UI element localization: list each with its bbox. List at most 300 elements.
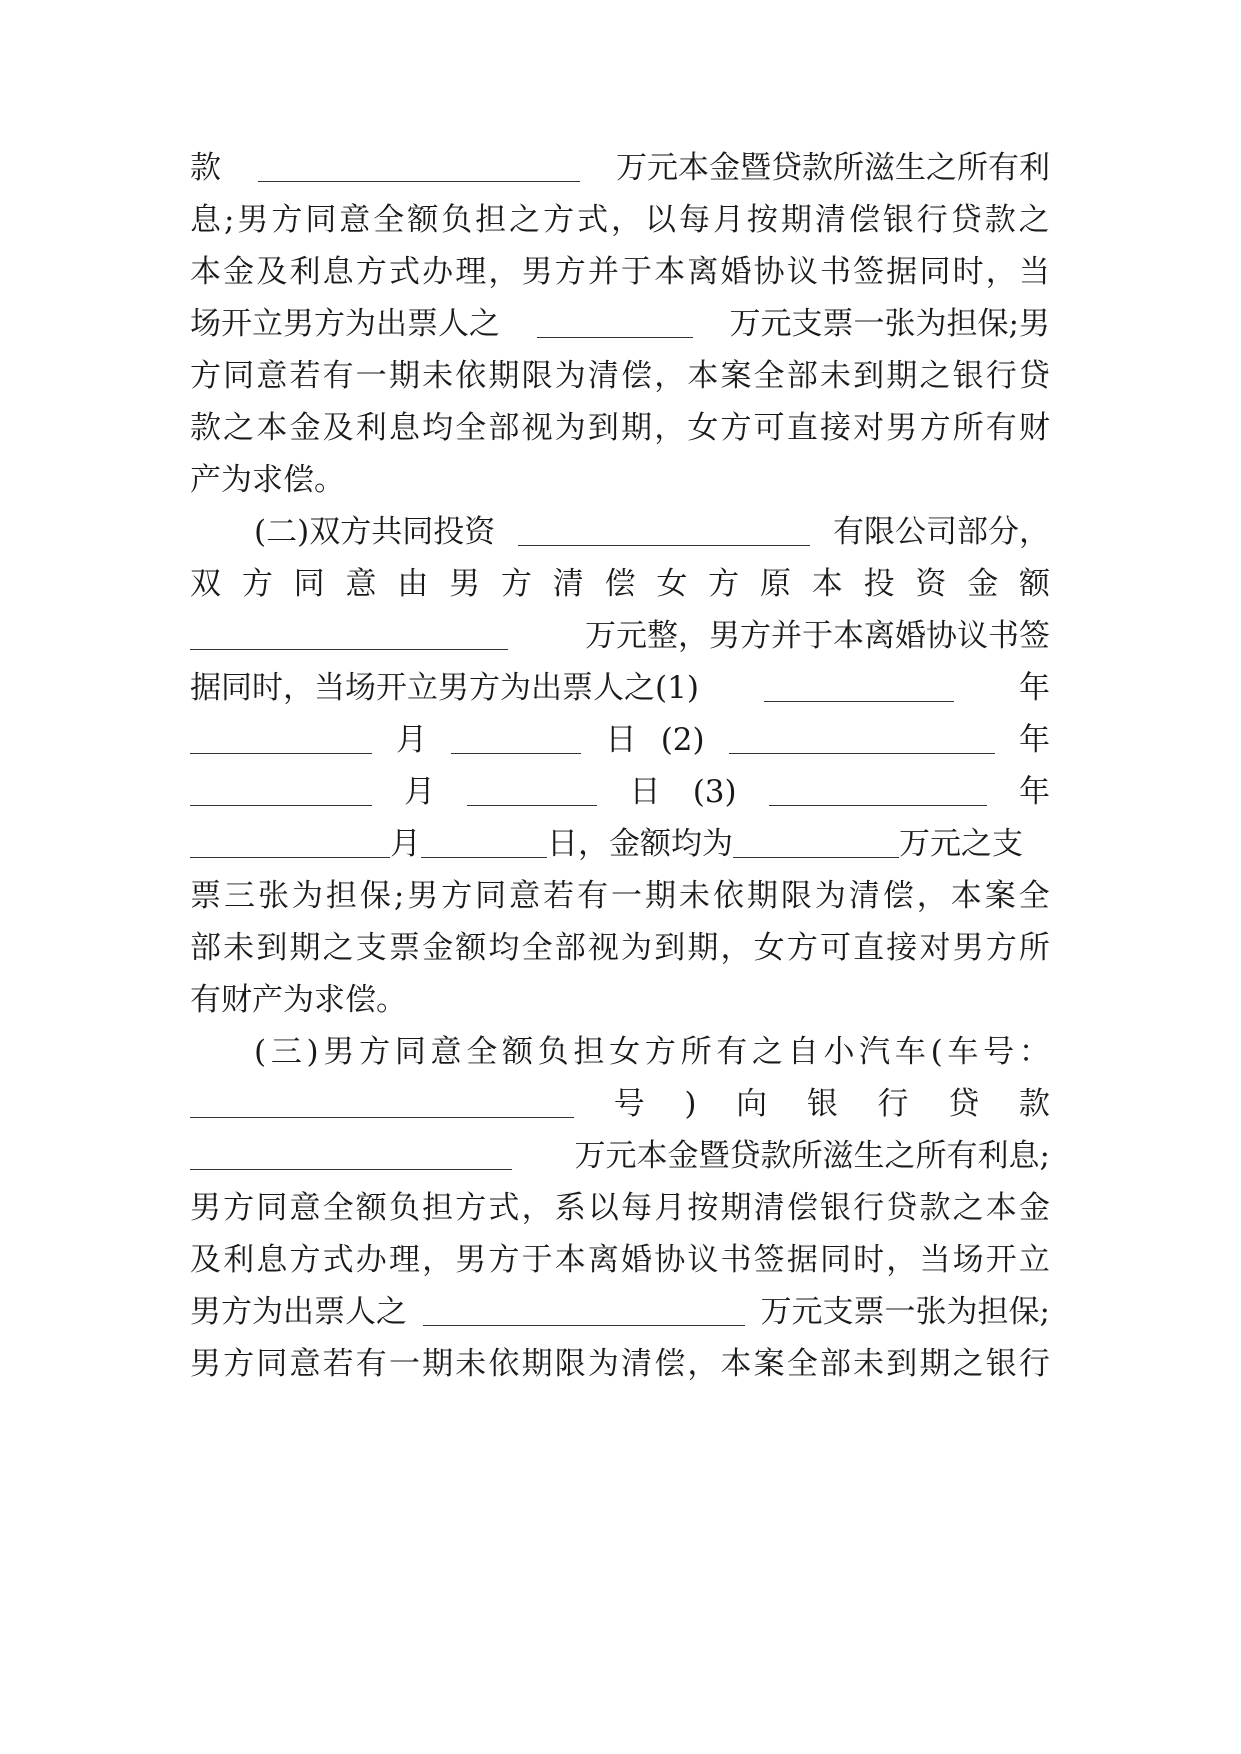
- text-char: 车: [894, 1034, 926, 1070]
- text-char: 之: [223, 410, 255, 446]
- text-char: 原: [759, 566, 791, 602]
- text-char: 办: [355, 1242, 387, 1278]
- text-line: [190, 1240, 1050, 1280]
- text-char: 部: [786, 358, 818, 394]
- text-char: 一: [388, 1346, 420, 1382]
- text-char: 担: [325, 878, 357, 914]
- text-char: 同: [256, 1346, 288, 1382]
- text-char: 均: [422, 410, 454, 446]
- text-char: 方: [355, 254, 387, 290]
- text-char: 直: [853, 930, 885, 966]
- text-char: 全: [322, 1190, 354, 1226]
- text-char: 本: [256, 410, 288, 446]
- text-char: 据: [786, 1242, 818, 1278]
- text-segment: [190, 564, 1050, 604]
- text-char: 行: [985, 358, 1017, 394]
- text-char: 担: [422, 1190, 454, 1226]
- text-char: 由: [397, 566, 429, 602]
- text-segment: (二)双方共同投资: [254, 514, 496, 550]
- text-char: 为: [814, 878, 846, 914]
- text-char: 方: [223, 1346, 255, 1382]
- text-line: [190, 564, 1050, 604]
- text-char: 汽: [859, 1034, 891, 1070]
- text-segment: [190, 1188, 1050, 1228]
- text-char: 同: [475, 878, 507, 914]
- text-char: 离: [587, 1242, 619, 1278]
- text-line: [190, 304, 1050, 344]
- text-char: 息: [190, 202, 221, 238]
- text-char: 每: [621, 1190, 653, 1226]
- text-segment: 日: [605, 722, 637, 758]
- text-char: 额: [501, 1034, 533, 1070]
- text-char: 负: [441, 202, 473, 238]
- text-char: 月: [712, 202, 744, 238]
- text-char: 婚: [720, 254, 752, 290]
- text-char: 所: [680, 1034, 712, 1070]
- text-char: 资: [915, 566, 947, 602]
- text-char: 直: [786, 410, 818, 446]
- text-char: 有: [355, 1346, 387, 1382]
- text-char: 办: [422, 254, 454, 290]
- text-char: 场: [952, 1242, 984, 1278]
- text-char: 议: [687, 1242, 719, 1278]
- text-char: 双: [190, 566, 221, 602]
- text-segment: 日，金额均为: [547, 826, 733, 862]
- text-char: 息: [388, 410, 420, 446]
- text-char: 签: [753, 1242, 785, 1278]
- text-char: 一: [355, 358, 387, 394]
- text-char: 本: [190, 254, 221, 290]
- text-char: 投: [863, 566, 895, 602]
- text-char: 男: [407, 878, 439, 914]
- text-char: (: [930, 1034, 943, 1070]
- text-char: 若: [322, 1346, 354, 1382]
- text-char: 支: [355, 930, 387, 966]
- text-segment: [190, 356, 1050, 396]
- text-char: 部: [554, 930, 586, 966]
- text-char: 之: [322, 930, 354, 966]
- text-char: 理: [388, 1242, 420, 1278]
- text-segment: 日: [629, 774, 661, 810]
- text-char: 以: [587, 1190, 619, 1226]
- text-char: 为: [554, 410, 586, 446]
- text-char: 系: [554, 1190, 586, 1226]
- fill-in-blank: [518, 537, 810, 546]
- text-segment: 月: [404, 774, 436, 810]
- text-char: 开: [985, 1242, 1017, 1278]
- text-line: [190, 876, 1050, 916]
- fill-in-blank: [258, 173, 580, 182]
- text-char: 金: [223, 254, 255, 290]
- text-segment: 有限公司部分，: [832, 514, 1050, 550]
- text-char: 未: [853, 1346, 885, 1382]
- text-char: 银: [985, 1346, 1017, 1382]
- text-segment: (2): [660, 722, 705, 758]
- text-line: [190, 1136, 1050, 1176]
- text-char: 依: [712, 878, 744, 914]
- text-char: ，: [654, 358, 686, 394]
- fill-in-blank: [421, 849, 547, 858]
- text-char: 方: [488, 1242, 520, 1278]
- text-char: 票: [388, 930, 420, 966]
- text-segment: 月: [390, 826, 421, 862]
- text-char: 女: [609, 1034, 641, 1070]
- text-char: 方: [359, 1034, 391, 1070]
- text-char: 利: [355, 410, 387, 446]
- text-char: 利: [289, 254, 321, 290]
- text-char: 案: [984, 878, 1016, 914]
- text-line: [190, 460, 1050, 500]
- text-char: ，: [916, 878, 948, 914]
- text-segment: 银: [806, 1086, 838, 1122]
- text-char: 接: [886, 930, 918, 966]
- text-char: 未: [422, 358, 454, 394]
- text-char: 方: [786, 930, 818, 966]
- text-char: 方: [500, 566, 532, 602]
- text-char: 男: [952, 930, 984, 966]
- text-char: 意: [339, 202, 371, 238]
- text-char: 立: [1018, 1242, 1050, 1278]
- text-char: 小: [823, 1034, 855, 1070]
- text-char: 所: [1018, 930, 1050, 966]
- text-char: 方: [708, 566, 740, 602]
- text-char: 方: [919, 410, 951, 446]
- text-segment: 年: [1018, 774, 1050, 810]
- text-char: 为: [291, 878, 323, 914]
- text-line: [254, 1032, 1050, 1072]
- text-char: 部: [190, 930, 221, 966]
- text-segment: [190, 200, 1050, 240]
- text-char: 贷: [886, 1190, 918, 1226]
- text-char: ，: [886, 1242, 918, 1278]
- text-char: 之: [952, 1190, 984, 1226]
- fill-in-blank: [190, 1109, 574, 1118]
- text-char: 全: [753, 358, 785, 394]
- text-segment: 场开立男方为出票人之: [190, 306, 500, 342]
- text-line: [190, 928, 1050, 968]
- text-char: 对: [853, 410, 885, 446]
- text-char: 式: [388, 254, 420, 290]
- text-segment: 据同时，当场开立男方为出票人之(1): [190, 670, 699, 706]
- text-char: 若: [543, 878, 575, 914]
- text-char: 款: [919, 1190, 951, 1226]
- text-char: 自: [787, 1034, 819, 1070]
- text-char: 本: [811, 566, 843, 602]
- text-char: ): [306, 1034, 319, 1070]
- text-char: 贷: [950, 202, 982, 238]
- text-char: 并: [587, 254, 619, 290]
- text-char: 期: [780, 202, 812, 238]
- text-char: 清: [814, 202, 846, 238]
- text-char: 方: [985, 930, 1017, 966]
- text-char: 担: [475, 202, 507, 238]
- text-char: 额: [407, 202, 439, 238]
- text-char: 方: [554, 254, 586, 290]
- text-char: 时: [952, 254, 984, 290]
- text-char: 行: [853, 1190, 885, 1226]
- text-char: 全: [1018, 878, 1050, 914]
- text-char: 全: [373, 202, 405, 238]
- text-char: 方: [289, 1242, 321, 1278]
- text-segment: 款: [1018, 1086, 1050, 1122]
- text-line: [190, 252, 1050, 292]
- text-char: 偿: [848, 202, 880, 238]
- text-char: 女: [656, 566, 688, 602]
- text-line: [190, 1344, 1050, 1384]
- text-char: 同: [394, 1034, 426, 1070]
- text-char: 期: [521, 1346, 553, 1382]
- fill-in-blank: [451, 745, 581, 754]
- text-segment: [190, 876, 1050, 916]
- text-segment: 有财产为求偿。: [190, 982, 407, 1018]
- text-line: [190, 1292, 1050, 1332]
- text-char: 式: [577, 202, 609, 238]
- text-char: 到: [256, 930, 288, 966]
- text-char: 保: [359, 878, 391, 914]
- text-char: 方: [720, 410, 752, 446]
- text-char: 男: [190, 1346, 221, 1382]
- text-char: 银: [819, 1190, 851, 1226]
- text-char: 额: [1019, 566, 1050, 602]
- text-char: 款: [984, 202, 1016, 238]
- text-char: 所: [952, 410, 984, 446]
- text-char: 号: [983, 1034, 1015, 1070]
- fill-in-blank: [423, 1317, 745, 1326]
- text-char: 意: [345, 566, 377, 602]
- text-line: [190, 200, 1050, 240]
- text-char: 月: [654, 1190, 686, 1226]
- text-char: 本: [554, 1242, 586, 1278]
- text-segment: 向: [736, 1086, 768, 1122]
- text-char: ，: [985, 254, 1017, 290]
- text-char: 期: [289, 930, 321, 966]
- text-char: 若: [289, 358, 321, 394]
- text-char: 男: [323, 1034, 355, 1070]
- text-char: 银: [882, 202, 914, 238]
- text-char: 于: [521, 1242, 553, 1278]
- text-char: 期: [720, 1190, 752, 1226]
- text-char: 及: [190, 1242, 221, 1278]
- text-char: 时: [853, 1242, 885, 1278]
- text-line: [190, 772, 1050, 812]
- text-segment: 万元本金暨贷款所滋生之所有利: [616, 150, 1050, 186]
- fill-in-blank: [769, 797, 987, 806]
- text-char: 同: [919, 254, 951, 290]
- text-char: 金: [967, 566, 999, 602]
- text-char: 息: [322, 254, 354, 290]
- text-char: 清: [552, 566, 584, 602]
- text-char: 同: [256, 1190, 288, 1226]
- text-char: 协: [654, 1242, 686, 1278]
- text-segment: 号: [613, 1086, 645, 1122]
- text-char: 意: [256, 358, 288, 394]
- text-char: (: [254, 1034, 267, 1070]
- text-char: 行: [916, 202, 948, 238]
- text-char: 负: [388, 1190, 420, 1226]
- text-segment: (3): [692, 774, 737, 810]
- text-char: 男: [237, 202, 269, 238]
- text-char: ，: [422, 1242, 454, 1278]
- text-segment: [190, 1240, 1050, 1280]
- text-char: 到: [853, 358, 885, 394]
- text-char: 清: [848, 878, 880, 914]
- text-segment: 万元整，男方并于本离婚协议书签: [585, 618, 1050, 654]
- text-segment: [254, 1032, 1050, 1072]
- text-line: [190, 1084, 1050, 1124]
- fill-in-blank: [729, 745, 995, 754]
- text-segment: 男方为出票人之: [190, 1294, 407, 1330]
- text-segment: [190, 252, 1050, 292]
- fill-in-blank: [467, 797, 597, 806]
- text-char: 每: [678, 202, 710, 238]
- text-char: 到: [587, 410, 619, 446]
- text-char: 张: [257, 878, 289, 914]
- text-char: 方: [223, 1190, 255, 1226]
- text-char: 期: [621, 410, 653, 446]
- text-char: 视: [521, 410, 553, 446]
- text-char: 偿: [621, 358, 653, 394]
- fill-in-blank: [733, 849, 899, 858]
- text-char: 期: [422, 1346, 454, 1382]
- text-segment: 万元之支: [899, 826, 1023, 862]
- text-char: 均: [488, 930, 520, 966]
- text-char: 依: [455, 358, 487, 394]
- text-char: 按: [687, 1190, 719, 1226]
- text-char: 期: [687, 930, 719, 966]
- text-segment: 年: [1018, 670, 1050, 706]
- text-segment: 产为求偿。: [190, 462, 345, 498]
- text-char: 金: [1018, 1190, 1050, 1226]
- text-char: 方: [190, 358, 221, 394]
- text-char: 行: [1018, 1346, 1050, 1382]
- text-char: 之: [1018, 202, 1050, 238]
- text-char: 视: [587, 930, 619, 966]
- text-char: 为: [621, 930, 653, 966]
- text-char: 以: [645, 202, 677, 238]
- text-char: 限: [554, 1346, 586, 1382]
- text-char: 息: [256, 1242, 288, 1278]
- text-char: 本: [654, 254, 686, 290]
- text-char: 金: [422, 930, 454, 966]
- text-char: 意: [430, 1034, 462, 1070]
- text-char: 方: [441, 878, 473, 914]
- text-segment: [190, 1344, 1050, 1384]
- text-char: 式: [488, 1190, 520, 1226]
- text-segment: [190, 928, 1050, 968]
- text-char: 同: [293, 566, 325, 602]
- text-char: ，: [654, 410, 686, 446]
- text-char: 于: [621, 254, 653, 290]
- text-line: [254, 512, 1050, 552]
- text-char: 案: [753, 1346, 785, 1382]
- text-segment: 月: [396, 722, 428, 758]
- text-char: 及: [322, 410, 354, 446]
- fill-in-blank: [190, 1161, 512, 1170]
- text-char: 利: [223, 1242, 255, 1278]
- text-char: 本: [720, 1346, 752, 1382]
- text-line: [190, 356, 1050, 396]
- text-char: 三: [270, 1034, 302, 1070]
- text-char: 贷: [1018, 358, 1050, 394]
- text-char: 婚: [621, 1242, 653, 1278]
- text-segment: 贷: [948, 1086, 980, 1122]
- text-char: 及: [256, 254, 288, 290]
- text-char: 之: [919, 358, 951, 394]
- text-char: 男: [886, 410, 918, 446]
- text-char: 未: [678, 878, 710, 914]
- text-char: 期: [645, 878, 677, 914]
- text-char: 有: [716, 1034, 748, 1070]
- text-char: 偿: [786, 1190, 818, 1226]
- text-char: ，: [521, 1190, 553, 1226]
- text-char: 女: [687, 410, 719, 446]
- text-char: 对: [919, 930, 951, 966]
- text-char: 方: [455, 1190, 487, 1226]
- text-char: 银: [952, 358, 984, 394]
- text-segment: 万元支票一张为担保;男: [729, 306, 1050, 342]
- text-char: 方: [271, 202, 303, 238]
- fill-in-blank: [764, 693, 954, 702]
- fill-in-blank: [190, 797, 372, 806]
- text-char: 之: [509, 202, 541, 238]
- text-char: 偿: [654, 1346, 686, 1382]
- text-line: [190, 980, 1050, 1020]
- text-char: 案: [720, 358, 752, 394]
- text-char: 限: [521, 358, 553, 394]
- text-char: ，: [687, 1346, 719, 1382]
- text-char: 期: [488, 358, 520, 394]
- text-char: 一: [611, 878, 643, 914]
- text-char: 车: [947, 1034, 979, 1070]
- text-char: 意: [289, 1190, 321, 1226]
- text-char: 男: [190, 1190, 221, 1226]
- text-char: 意: [509, 878, 541, 914]
- text-char: 本: [687, 358, 719, 394]
- text-line: [190, 148, 1050, 188]
- text-char: 同: [819, 1242, 851, 1278]
- text-char: 为: [587, 1346, 619, 1382]
- text-char: 按: [746, 202, 778, 238]
- text-char: 到: [886, 1346, 918, 1382]
- text-char: 协: [753, 254, 785, 290]
- text-char: 全: [455, 410, 487, 446]
- text-char: 男: [521, 254, 553, 290]
- text-segment: 万元本金暨贷款所滋生之所有利息;: [574, 1138, 1050, 1174]
- text-char: 期: [746, 878, 778, 914]
- text-char: 有: [577, 878, 609, 914]
- text-char: 意: [289, 1346, 321, 1382]
- text-char: 本: [950, 878, 982, 914]
- text-char: 偿: [604, 566, 636, 602]
- text-char: 到: [654, 930, 686, 966]
- fill-in-blank: [537, 329, 693, 338]
- text-char: 书: [819, 254, 851, 290]
- text-segment: 行: [877, 1086, 909, 1122]
- text-char: 男: [455, 1242, 487, 1278]
- text-char: ;: [223, 202, 235, 238]
- text-char: 议: [786, 254, 818, 290]
- text-char: 方: [543, 202, 575, 238]
- text-char: 未: [455, 1346, 487, 1382]
- text-char: 依: [488, 1346, 520, 1382]
- text-segment: [190, 408, 1050, 448]
- text-char: 男: [449, 566, 481, 602]
- text-char: 期: [919, 1346, 951, 1382]
- text-char: 全: [521, 930, 553, 966]
- text-char: 清: [587, 358, 619, 394]
- text-char: 清: [621, 1346, 653, 1382]
- text-char: ，: [488, 254, 520, 290]
